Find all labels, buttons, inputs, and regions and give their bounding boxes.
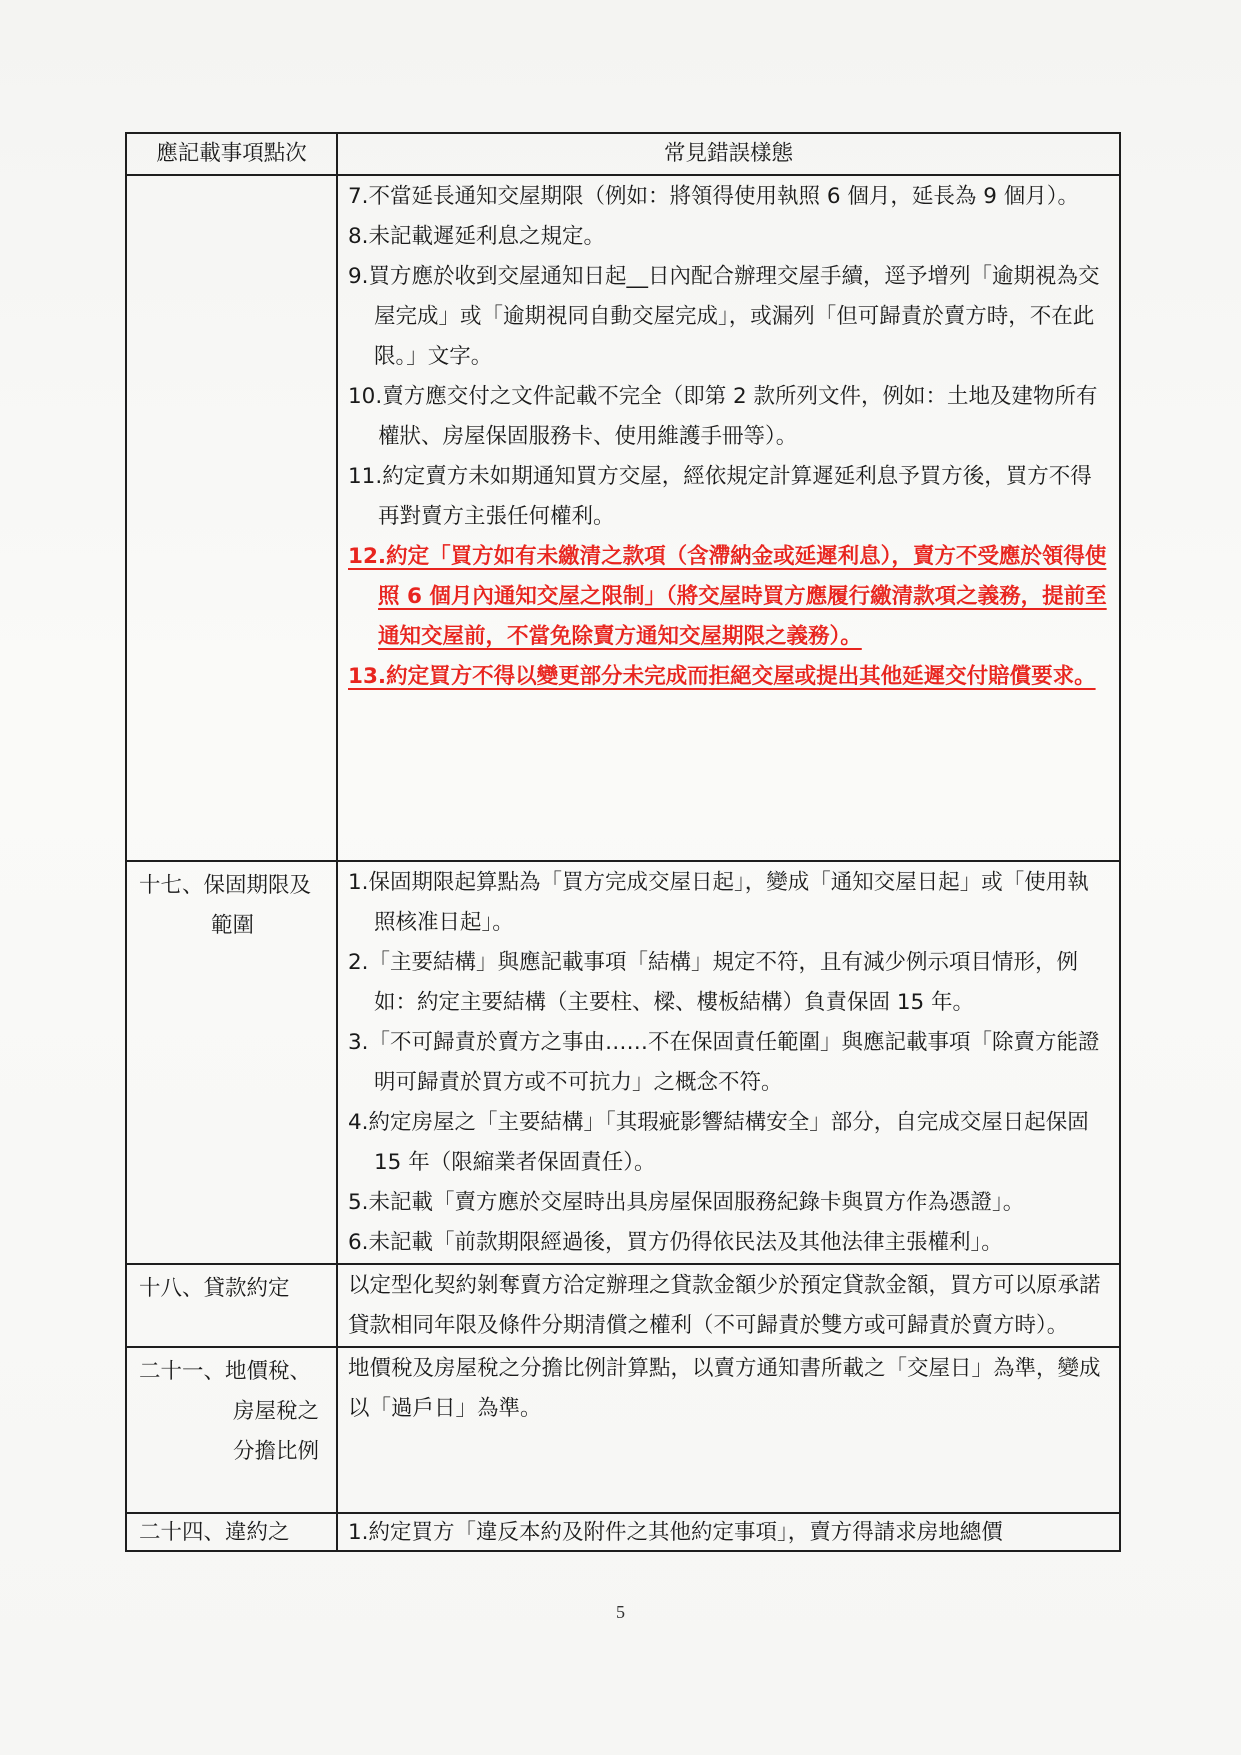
section-title: 十八、貸款約定 xyxy=(139,1276,290,1301)
error-list-cell xyxy=(337,861,1120,1264)
list-item: 1.保固期限起算點為「買方完成交屋日起」，變成「通知交屋日起」或「使用執照核准日起」。 xyxy=(348,870,1089,935)
error-text-cell xyxy=(337,1347,1120,1513)
section-cell xyxy=(126,1513,337,1551)
section-cell xyxy=(126,175,337,861)
error-text-cell xyxy=(337,1264,1120,1347)
section-cell xyxy=(126,861,337,1264)
list-item: 2.「主要結構」與應記載事項「結構」規定不符，且有減少例示項目情形，例如：約定主要結構（主要柱、樑、樓板結構）負責保固 15 年。 xyxy=(348,950,1079,1015)
section-title: 二十四、違約之 xyxy=(139,1520,290,1545)
section-cell xyxy=(126,1347,337,1513)
error-description: 以定型化契約剝奪賣方洽定辦理之貸款金額少於預定貸款金額，買方可以原承諾貸款相同年限及條件分期清償之權利（不可歸責於雙方或可歸責於賣方時）。 xyxy=(348,1273,1101,1338)
error-list-cell xyxy=(337,1513,1120,1551)
list-item: 11.約定賣方未如期通知買方交屋，經依規定計算遲延利息予買方後，買方不得再對賣方主張任何權利。 xyxy=(348,464,1092,529)
list-item: 9.買方應於收到交屋通知日起__日內配合辦理交屋手續，逕予增列「逾期視為交屋完成」或「逾期視同自動交屋完成」，或漏列「但可歸責於賣方時，不在此限。」文字。 xyxy=(348,264,1100,369)
table-row xyxy=(126,861,1120,1264)
section-cell xyxy=(126,1264,337,1347)
list-item: 1.約定買方「違反本約及附件之其他約定事項」，賣方得請求房地總價 xyxy=(348,1520,1003,1545)
list-item: 4.約定房屋之「主要結構」「其瑕疵影響結構安全」部分，自完成交屋日起保固 15 年（限縮業者保固責任）。 xyxy=(348,1110,1089,1175)
section-title: 十七、保固期限及範圍 xyxy=(139,873,312,938)
header-item-number: 應記載事項點次 xyxy=(126,133,337,175)
highlighted-list-item: 13.約定買方不得以變更部分未完成而拒絕交屋或提出其他延遲交付賠償要求。 xyxy=(348,664,1096,689)
table-row xyxy=(126,1347,1120,1513)
list-item: 10.賣方應交付之文件記載不完全（即第 2 款所列文件，例如：土地及建物所有權狀、房屋保固服務卡、使用維護手冊等）。 xyxy=(348,384,1098,449)
table-row xyxy=(126,1264,1120,1347)
error-list-cell xyxy=(337,175,1120,861)
page-number: 5 xyxy=(616,1602,625,1622)
list-item: 3.「不可歸責於賣方之事由……不在保固責任範圍」與應記載事項「除賣方能證明可歸責於買方或不可抗力」之概念不符。 xyxy=(348,1030,1100,1095)
section-title: 二十一、地價稅、房屋稅之分擔比例 xyxy=(139,1359,320,1464)
error-description: 地價稅及房屋稅之分擔比例計算點，以賣方通知書所載之「交屋日」為準，變成以「過戶日」為準。 xyxy=(348,1356,1101,1421)
list-item: 7.不當延長通知交屋期限（例如：將領得使用執照 6 個月，延長為 9 個月）。 xyxy=(348,184,1079,209)
list-item: 5.未記載「賣方應於交屋時出具房屋保固服務紀錄卡與買方作為憑證」。 xyxy=(348,1190,1025,1215)
highlighted-list-item: 12.約定「買方如有未繳清之款項（含滯納金或延遲利息），賣方不受應於領得使照 6 個月內通知交屋之限制」（將交屋時買方應履行繳清款項之義務，提前至通知交屋前，不當免除賣方通知交屋期限之義務）。 xyxy=(348,544,1107,649)
table-row xyxy=(126,175,1120,861)
list-item: 6.未記載「前款期限經過後，買方仍得依民法及其他法律主張權利」。 xyxy=(348,1230,1003,1255)
table-row xyxy=(126,1513,1120,1551)
header-error-patterns: 常見錯誤樣態 xyxy=(337,133,1120,175)
error-patterns-table xyxy=(125,132,1121,1552)
table-header-row xyxy=(126,133,1120,175)
list-item: 8.未記載遲延利息之規定。 xyxy=(348,224,606,249)
